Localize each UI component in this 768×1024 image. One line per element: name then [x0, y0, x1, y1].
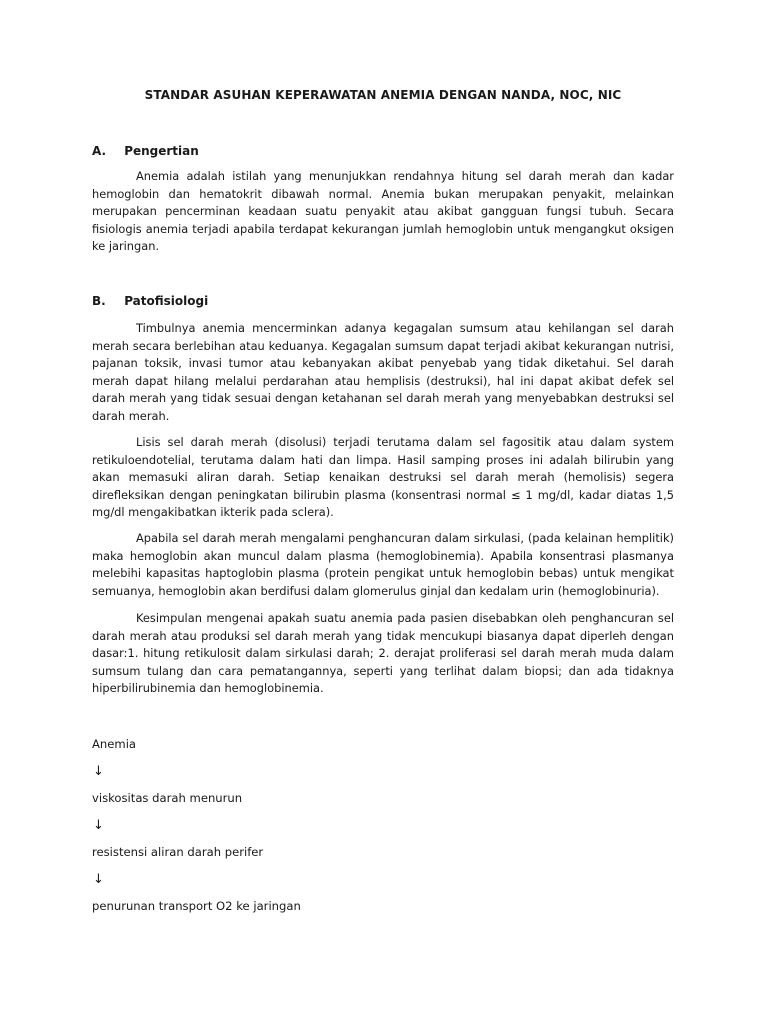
- section-title: Pengertian: [124, 144, 199, 158]
- flow-item-anemia: Anemia: [92, 737, 137, 751]
- paragraph-patofisiologi-4: Kesimpulan mengenai apakah suatu anemia pada pasien disebabkan oleh penghancuran sel darah merah atau produksi sel darah merah yang tidak mencukupi biasanya dapat diperleh dengan dasar:1. hitung retikulosit dalam sirkulasi darah; 2. derajat proliferasi sel darah merah muda dalam sumsum tulang dan cara pematangannya, seperti yang terlihat dalam biopsi; dan ada tidaknya hiperbilirubinemia dan hemoglobinemia.: [92, 611, 674, 695]
- paragraph-patofisiologi-1: Timbulnya anemia mencerminkan adanya kegagalan sumsum atau kehilangan sel darah merah secara berlebihan atau keduanya. Kegagalan sumsum dapat terjadi akibat kekurangan nutrisi, pajanan toksik, invasi tumor atau kebanyakan akibat penyebab yang tidak diketahui. Sel darah merah dapat hilang melalui perdarahan atau hemplisis (destruksi), hal ini dapat akibat defek sel darah merah yang tidak sesuai dengan ketahanan sel darah merah yang menyebabkan destruksi sel darah merah.: [92, 321, 674, 423]
- paragraph-patofisiologi-3: Apabila sel darah merah mengalami penghancuran dalam sirkulasi, (pada kelainan hemplitik) maka hemoglobin akan muncul dalam plasma (hemoglobinemia). Apabila konsentrasi plasmanya melebihi kapasitas haptoglobin plasma (protein pengikat untuk hemoglobin bebas) untuk mengikat semuanya, hemoglobin akan berdifusi dalam glomerulus ginjal dan kedalam urin (hemoglobinuria).: [92, 531, 674, 598]
- flow-item-resistensi: resistensi aliran darah perifer: [92, 845, 264, 859]
- down-arrow-icon: ↓: [93, 818, 104, 833]
- section-title: Patofisiologi: [124, 294, 209, 308]
- document-title: STANDAR ASUHAN KEPERAWATAN ANEMIA DENGAN NANDA, NOC, NIC: [144, 88, 622, 102]
- down-arrow-icon: ↓: [93, 872, 104, 887]
- paragraph-pengertian: Anemia adalah istilah yang menunjukkan rendahnya hitung sel darah merah dan kadar hemoglobin dan hematokrit dibawah normal. Anemia bukan merupakan penyakit, melainkan merupakan pencerminan keadaan suatu penyakit atau akibat gangguan fungsi tubuh. Secara fisiologis anemia terjadi apabila terdapat kekurangan jumlah hemoglobin untuk mengangkut oksigen ke jaringan.: [92, 169, 674, 253]
- section-letter: B.: [92, 294, 106, 308]
- section-heading-patofisiologi: [92, 294, 208, 308]
- down-arrow-icon: ↓: [93, 764, 104, 779]
- flow-item-transport: penurunan transport O2 ke jaringan: [92, 899, 301, 913]
- flow-item-viskositas: viskositas darah menurun: [92, 791, 243, 805]
- section-letter: A.: [92, 144, 107, 158]
- paragraph-patofisiologi-2: Lisis sel darah merah (disolusi) terjadi terutama dalam sel fagositik atau dalam system retikuloendotelial, terutama dalam hati dan limpa. Hasil samping proses ini adalah bilirubin yang akan memasuki aliran darah. Setiap kenaikan destruksi sel darah merah (hemolisis) segera direfleksikan dengan peningkatan bilirubin plasma (konsentrasi normal ≤ 1 mg/dl, kadar diatas 1,5 mg/dl mengakibatkan ikterik pada sclera).: [92, 435, 674, 519]
- section-heading-pengertian: [92, 144, 199, 158]
